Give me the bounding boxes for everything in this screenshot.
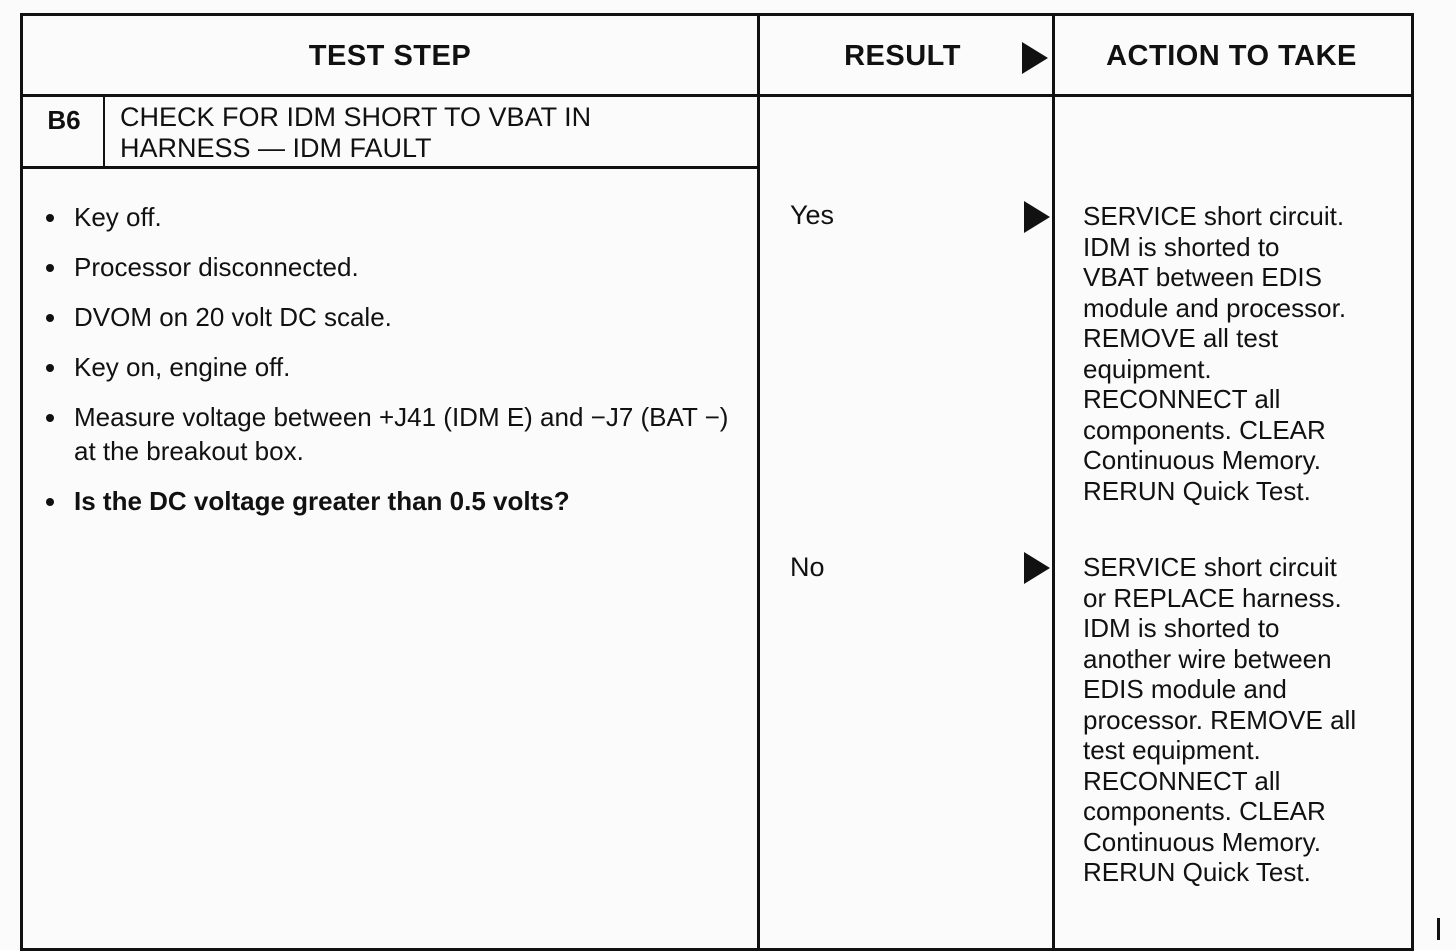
bullet-icon — [46, 364, 54, 372]
column-divider-action — [1052, 13, 1055, 948]
bullet-icon — [46, 314, 54, 322]
bullet-icon — [46, 414, 54, 422]
result-no-arrow-icon — [1024, 552, 1050, 584]
instruction-item: Key off. — [44, 200, 734, 234]
action-yes-text: SERVICE short circuit. IDM is shorted to VBAT between EDIS module and processor. REMOVE all test equipment. RECONNECT all components. CLEAR Continuous Memory. RERUN Quick Test. — [1083, 201, 1347, 506]
page-edge-mark — [1437, 918, 1440, 940]
result-yes-label: Yes — [790, 200, 835, 230]
header-action-to-take: ACTION TO TAKE — [1106, 39, 1357, 72]
result-yes-arrow-icon — [1024, 201, 1050, 233]
header-test-step: TEST STEP — [308, 39, 472, 72]
bullet-icon — [46, 214, 54, 222]
result-no-label: No — [790, 552, 825, 582]
action-no-text: SERVICE short circuit or REPLACE harness. IDM is shorted to another wire between EDIS module and processor. REMOVE all test equipment. RECONNECT all components. CLEAR Continuous Memory. RERUN Quick Test. — [1083, 552, 1357, 887]
instruction-question: Is the DC voltage greater than 0.5 volts? — [44, 484, 734, 518]
instruction-item: Key on, engine off. — [44, 350, 734, 384]
instruction-item: Measure voltage between +J41 (IDM E) and −J7 (BAT −) at the breakout box. — [44, 400, 734, 468]
bullet-icon — [46, 264, 54, 272]
instruction-item: Processor disconnected. — [44, 250, 734, 284]
step-title-divider — [20, 166, 760, 169]
step-title-text: CHECK FOR IDM SHORT TO VBAT IN HARNESS — IDM FAULT — [120, 102, 592, 163]
test-step-instructions — [44, 200, 734, 534]
column-divider-result — [757, 13, 760, 948]
header-arrow-icon — [1022, 42, 1048, 74]
step-title — [120, 102, 740, 164]
instruction-item: DVOM on 20 volt DC scale. — [44, 300, 734, 334]
header-result: RESULT — [844, 39, 961, 72]
bullet-icon — [46, 498, 54, 506]
step-id: B6 — [47, 105, 81, 135]
